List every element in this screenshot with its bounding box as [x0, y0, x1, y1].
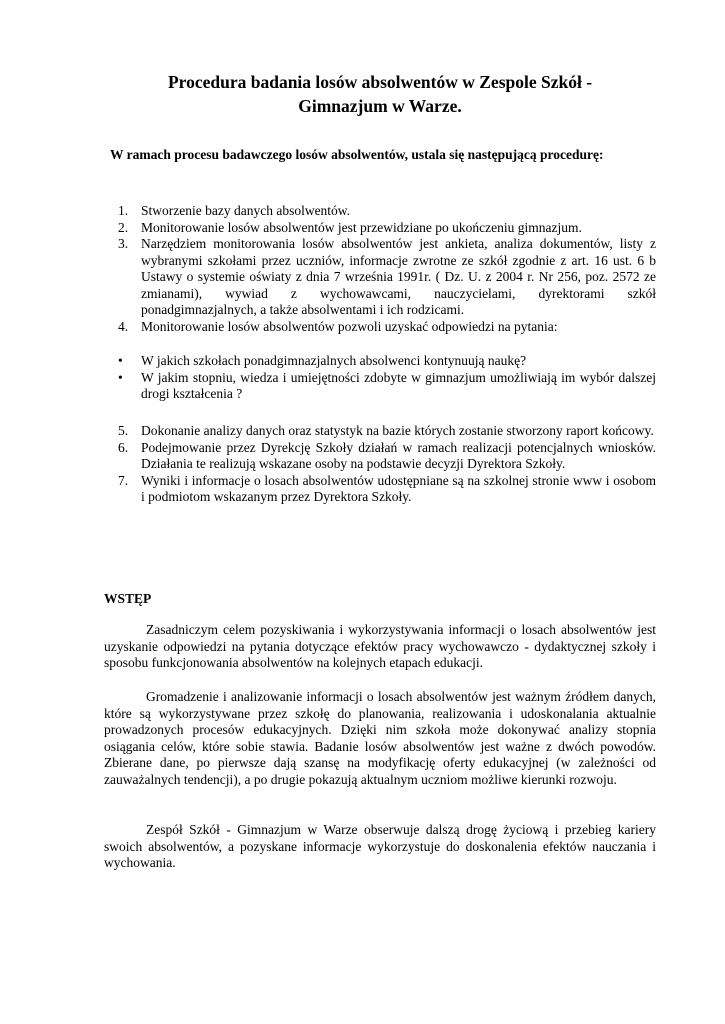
- step-number: 3.: [118, 236, 129, 251]
- paragraph-1: Zasadniczym celem pozyskiwania i wykorzystywania informacji o losach absolwentów jest uzyskanie odpowiedzi na pytania dotyczące efektów pracy wychowawczo - dydaktycznej szkoły i sposobu funkcjonowania absolwentów na kolejnych etapach edukacji.: [104, 622, 656, 670]
- list-item: [118, 203, 656, 220]
- bullet-text: W jakim stopniu, wiedza i umiejętności zdobyte w gimnazjum umożliwiają im wybór dalszej drogi kształcenia ?: [141, 369, 656, 401]
- step-text: Monitorowanie losów absolwentów jest przewidziane po ukończeniu gimnazjum.: [141, 219, 582, 235]
- bullet-icon: •: [118, 369, 123, 385]
- document-title: [60, 70, 700, 118]
- title-line-2: Gimnazjum w Warze.: [298, 96, 462, 116]
- step-text: Dokonanie analizy danych oraz statystyk na bazie których zostanie stworzony raport końcowy.: [141, 423, 654, 438]
- list-item: [118, 473, 656, 506]
- step-number: 1.: [118, 203, 129, 218]
- intro-text: W ramach procesu badawczego losów absolwentów, ustala się następującą procedurę:: [110, 147, 604, 162]
- step-text: Stworzenie bazy danych absolwentów.: [141, 203, 351, 218]
- step-text: Wyniki i informacje o losach absolwentów udostępniane są na szkolnej stronie www i osobom i podmiotom wskazanym przez Dyrektora Szkoły.: [141, 472, 656, 504]
- step-number: 2.: [118, 219, 129, 235]
- list-item: [118, 220, 656, 237]
- section-heading: WSTĘP: [104, 591, 152, 606]
- list-item: [118, 353, 656, 370]
- step-text: Narzędziem monitorowania losów absolwentów jest ankieta, analiza dokumentów, listy z wybranymi szkołami przez uczniów, informacje zwrotne ze szkół zgodnie z art. 16 ust. 6 b Ustawy o systemie oświaty z dnia 7 września 1991r. ( Dz. U. z 2004 r. Nr 256, poz. 2572 ze zmianami), wywiad z wychowawcami, nauczycielami, dyrektorami szkół ponadgimnazjalnych, a także absolwentami i ich rodzicami.: [141, 236, 656, 317]
- questions-bullet-list: [118, 353, 656, 403]
- step-number: 7.: [118, 472, 129, 488]
- procedure-steps-list-a: [118, 203, 656, 335]
- paragraph-2: Gromadzenie i analizowanie informacji o losach absolwentów jest ważnym źródłem danych, które są wykorzystywane przez szkołę do planowania, realizowania i udoskonalania aktualnie prowadzonych procesów edukacyjnych. Dzięki nim szkoła może dokonywać analizy stopnia osiągania celów, które sobie stawia. Badanie losów absolwentów jest ważne z dwóch powodów. Zbierane dane, po pierwsze dają szansę na modyfikację oferty edukacyjnej (w zależności od zauważalnych tendencji), a po drugie pokazują aktualnym uczniom możliwe kierunki rozwoju.: [104, 689, 656, 787]
- title-line-1: Procedura badania losów absolwentów w Zespole Szkół -: [167, 72, 593, 92]
- procedure-steps-list-b: [118, 423, 656, 506]
- bullet-text: W jakich szkołach ponadgimnazjalnych absolwenci kontynuują naukę?: [141, 353, 527, 368]
- step-number: 4.: [118, 318, 129, 334]
- paragraph-3: Zespół Szkół - Gimnazjum w Warze obserwuje dalszą drogę życiową i przebieg kariery swoich absolwentów, a pozyskane informacje wykorzystuje do doskonalenia efektów nauczania i wychowania.: [104, 822, 656, 870]
- bullet-icon: •: [118, 353, 123, 368]
- list-item: [118, 370, 656, 403]
- list-item: [118, 440, 656, 473]
- step-number: 6.: [118, 439, 129, 455]
- step-number: 5.: [118, 423, 129, 438]
- list-item: [118, 319, 656, 336]
- step-text: Podejmowanie przez Dyrekcję Szkoły działań w ramach realizacji potencjalnych wniosków. Działania te realizują wskazane osoby na podstawie decyzji Dyrektora Szkoły.: [141, 439, 656, 471]
- list-item: [118, 423, 656, 440]
- step-text: Monitorowanie losów absolwentów pozwoli uzyskać odpowiedzi na pytania:: [141, 318, 558, 334]
- list-item: [118, 236, 656, 319]
